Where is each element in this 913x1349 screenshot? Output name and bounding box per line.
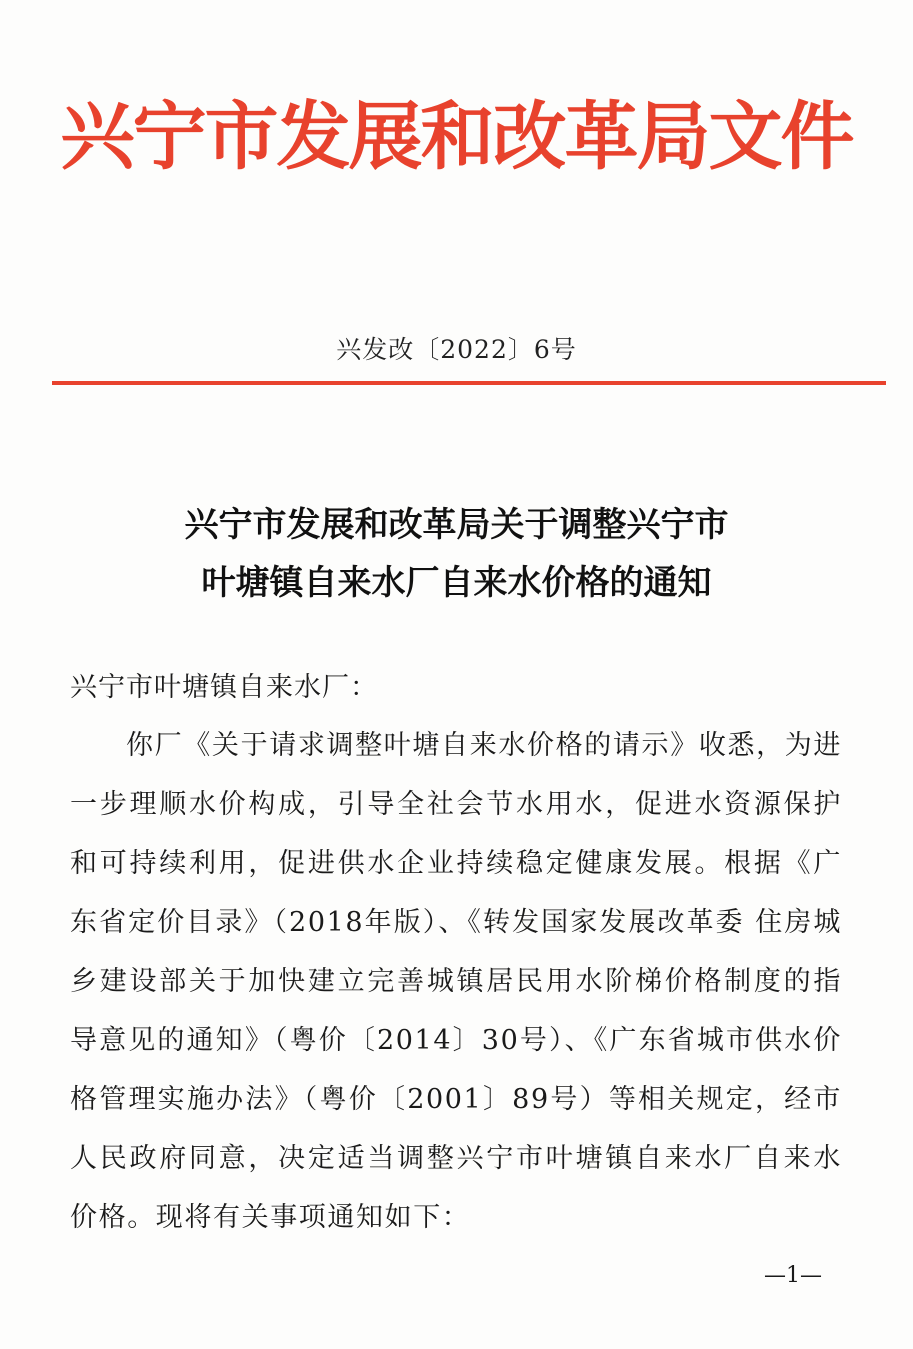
masthead-title: 兴宁市发展和改革局文件 <box>60 94 853 180</box>
document-number: 兴发改〔2022〕6号 <box>336 335 577 364</box>
title-line-2: 叶塘镇自来水厂自来水价格的通知 <box>201 563 712 603</box>
document-title <box>0 496 913 612</box>
page-number: —1— <box>764 1263 822 1288</box>
recipient-line: 兴宁市叶塘镇自来水厂： <box>70 672 378 703</box>
body-paragraph: 你厂《关于请求调整叶塘自来水价格的请示》收悉，为进一步理顺水价构成，引导全社会节水用水，促进水资源保护和可持续利用，促进供水企业持续稳定健康发展。根据《广东省定价目录》（2018年版）、《转发国家发展改革委 住房城乡建设部关于加快建立完善城镇居民用水阶梯价格制度的指导意见的通知》（粤价〔2014〕30号）、《广东省城市供水价格管理实施办法》（粤价〔2001〕89号）等相关规定，经市人民政府同意，决定适当调整兴宁市叶塘镇自来水厂自来水价格。现将有关事项通知如下： <box>70 730 842 1233</box>
title-line-1: 兴宁市发展和改革局关于调整兴宁市 <box>184 505 729 545</box>
red-divider-line <box>52 381 886 385</box>
